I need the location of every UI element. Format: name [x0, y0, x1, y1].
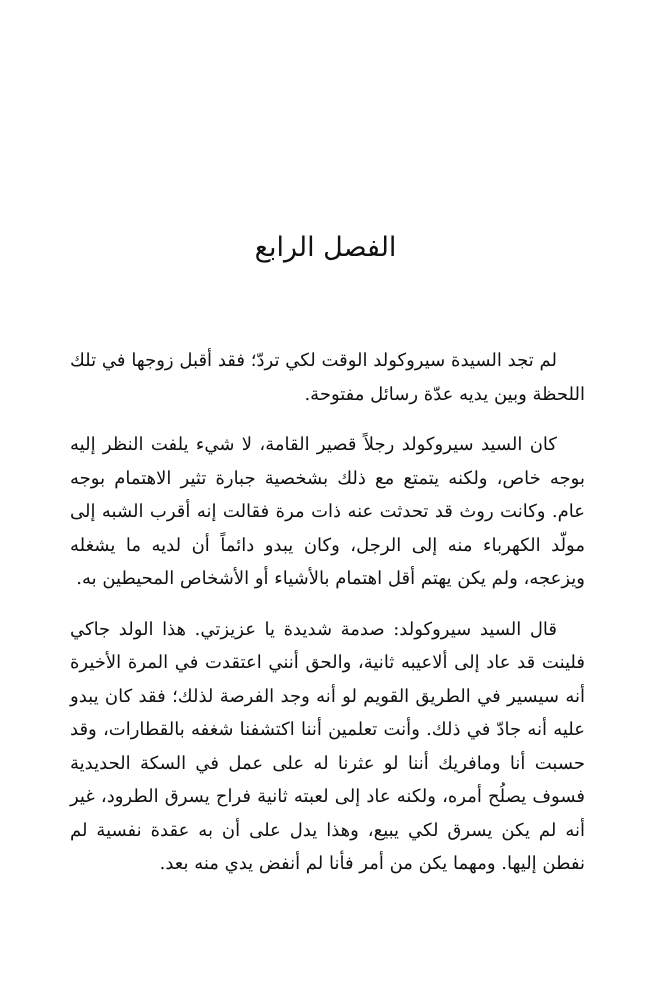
- paragraph-3: قال السيد سيروكولد: صدمة شديدة يا عزيزتي. هذا الولد جاكي فلينت قد عاد إلى ألاعيبه ثانية، والحق أنني اعتقدت في المرة الأخيرة أنه سيسير في الطريق القويم لو أنه وجد الفرصة لذلك؛ فقد كان يبدو عليه أنه جادّ في ذلك. وأنت تعلمين أننا اكتشفنا شغفه بالقطارات، وقد حسبت أنا ومافريك أننا لو عثرنا له على عمل في السكة الحديدية فسوف يصلُح أمره، ولكنه عاد إلى لعبته ثانية فراح يسرق الطرود، غير أنه لم يكن يسرق لكي يبيع، وهذا يدل على أن به عقدة نفسية لم نفطن إليها. ومهما يكن من أمر فأنا لم أنفض يدي منه بعد.: [70, 618, 586, 874]
- paragraph-1: لم تجد السيدة سيروكولد الوقت لكي تردّ؛ فقد أقبل زوجها في تلك اللحظة وبين يديه عدّة رسائل مفتوحة.: [70, 350, 585, 405]
- chapter-body: [70, 344, 585, 898]
- chapter-title: الفصل الرابع: [254, 232, 397, 263]
- paragraph-2: كان السيد سيروكولد رجلاً قصير القامة، لا شيء يلفت النظر إليه بوجه خاص، ولكنه يتمتع مع ذلك بشخصية جبارة تثير الاهتمام بوجه عام. وكانت روث قد تحدثت عنه ذات مرة فقالت إنه أقرب الشبه إلى مولّد الكهرباء منه إلى الرجل، وكان يبدو دائماً أن لديه ما يشغله ويزعجه، ولم يكن يهتم أقل اهتمام بالأشياء أو الأشخاص المحيطين به.: [70, 434, 585, 589]
